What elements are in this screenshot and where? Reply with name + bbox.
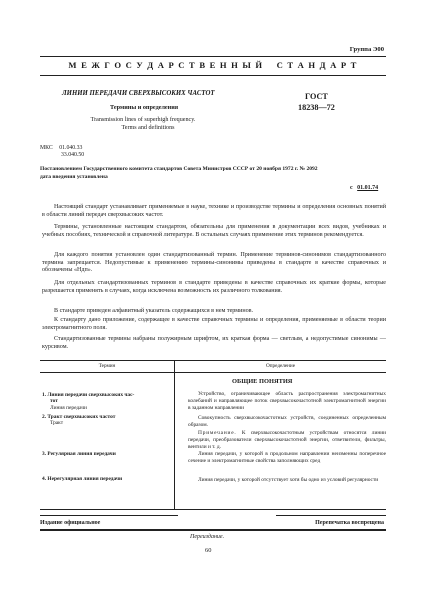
note-text: К сверхвысокочастотным устройствам относятся линии передачи, преобразователи сверхвысокочастотной энергии, ответвители, фильтры, вентили и т. д. xyxy=(188,430,386,450)
paragraph-5: В стандарте приведен алфавитный указатель содержащихся в нем терминов. xyxy=(54,308,254,314)
section-title: ОБЩИЕ ПОНЯТИЯ xyxy=(232,378,293,385)
table-column-divider xyxy=(174,372,175,509)
term-2-short: Тракт xyxy=(50,420,64,427)
title-ru: ЛИНИИ ПЕРЕДАЧИ СВЕРХВЫСОКИХ ЧАСТОТ xyxy=(62,90,215,97)
table-top-rule xyxy=(40,360,386,361)
table-header-bottom-rule xyxy=(40,372,386,373)
paragraph-1: Настоящий стандарт устанавливает применяемые в науке, технике и производстве термины и определения основных понятий в области линий передач сверхвысоких частот. xyxy=(42,204,386,218)
definition-4: Линия передачи, у которой отсутствует хотя бы одно из условий регулярности xyxy=(198,477,379,483)
decree-line-1: Постановлением Государственного комитета стандартов Совета Министров СССР от 20 ноября 1972 г. № 2092 xyxy=(40,166,318,172)
footer-thick-rule xyxy=(40,529,386,531)
term-1-name-cont: тот xyxy=(50,398,58,405)
title-en-line-1: Transmission lines of superhigh frequency. xyxy=(90,117,196,123)
paragraph-4: Для отдельных стандартизованных терминов в стандарте приведены в качестве справочных их краткие формы, которые разрешается применять в случаях, когда исключена возможность их различного толкования. xyxy=(42,280,386,294)
paragraph-7: Стандартизованные термины набраны полужирным шрифтом, их краткая форма — светлым, а недопустимые синонимы — курсивом. xyxy=(42,336,386,350)
intro-date-line xyxy=(350,185,378,191)
column-header-term: Термин xyxy=(98,363,116,369)
standard-header: М Е Ж Г О С У Д А Р С Т В Е Н Н Ы Й С Т А Н Д А Р Т xyxy=(68,60,358,70)
footer-rule-left xyxy=(40,515,178,516)
group-code: Группа Э00 xyxy=(349,46,384,53)
mks-code-1: 01.040.33 xyxy=(59,145,83,151)
definition-2: Совокупность сверхвысокочастотных устройств, соединенных определенным образом. xyxy=(188,415,386,428)
term-4 xyxy=(42,476,170,482)
term-1-name: 1. Линия передачи сверхвысоких час- xyxy=(42,392,135,398)
page-number: 60 xyxy=(205,547,212,554)
table-bottom-rule xyxy=(40,509,386,510)
term-3-name: 3. Регулярная линия передачи xyxy=(42,451,116,457)
term-2-name: 2. Тракт сверхвысоких частот xyxy=(42,414,116,420)
definition-3: Линия передачи, у которой в продольном направлении неизменны поперечное сечение и электромагнитные свойства заполняющих сред xyxy=(188,451,386,464)
term-4-name: 4. Нерегулярная линия передачи xyxy=(42,476,123,482)
paragraph-2: Термины, установленные настоящим стандартом, обязательны для применения в документации всех видов, учебниках и учебных пособиях, технической и справочной литературе. В остальных случаях применение этих терминов рекомендуется. xyxy=(42,224,386,238)
term-2 xyxy=(42,414,170,427)
term-3 xyxy=(42,451,170,457)
mks-code-2: 33.040.50 xyxy=(61,152,85,158)
paragraph-3: Для каждого понятия установлен один стандартизованный термин. Применение терминов-синонимов стандартизованного термина запрещается. Недопустимые к применению термины-синонимы приведены в стандарте в качестве справочных и обозначены «Ндп». xyxy=(42,252,386,274)
title-en-line-2: Terms and definitions xyxy=(121,125,175,131)
title-en xyxy=(90,116,206,132)
term-1-short: Линия передачи xyxy=(50,404,87,411)
subtitle-ru: Термины и определения xyxy=(110,104,179,111)
term-1 xyxy=(42,392,170,411)
footer-reissue: Переиздание. xyxy=(190,534,225,540)
intro-date-prefix: с xyxy=(350,185,353,191)
intro-date: 01.01.74 xyxy=(357,185,379,191)
mks-label: МКС xyxy=(40,145,53,151)
footer-reprint-prohibited: Перепечатка воспрещена xyxy=(315,520,384,526)
decree-line-2: дата введения установлена xyxy=(40,174,108,180)
paragraph-6: К стандарту дано приложение, содержащее в качестве справочных термины и определения, применяемые в области теории электромагнитного поля. xyxy=(42,317,386,331)
definition-1: Устройство, ограничивающее область распространения электромагнитных колебаний и направляющее поток сверхвысокочастотной электромагнитной энергии в заданном направлении xyxy=(188,391,386,411)
note-label: Примечание. xyxy=(198,430,237,436)
definition-2-note xyxy=(188,430,386,451)
header-bottom-rule xyxy=(40,75,386,76)
header-top-rule xyxy=(40,56,386,57)
gost-number: 18238—72 xyxy=(298,103,335,112)
footer-official-edition: Издание официальное xyxy=(40,520,101,526)
footer-rule-right xyxy=(276,515,386,516)
column-header-definition: Определение xyxy=(265,363,296,369)
gost-label: ГОСТ xyxy=(305,92,328,101)
